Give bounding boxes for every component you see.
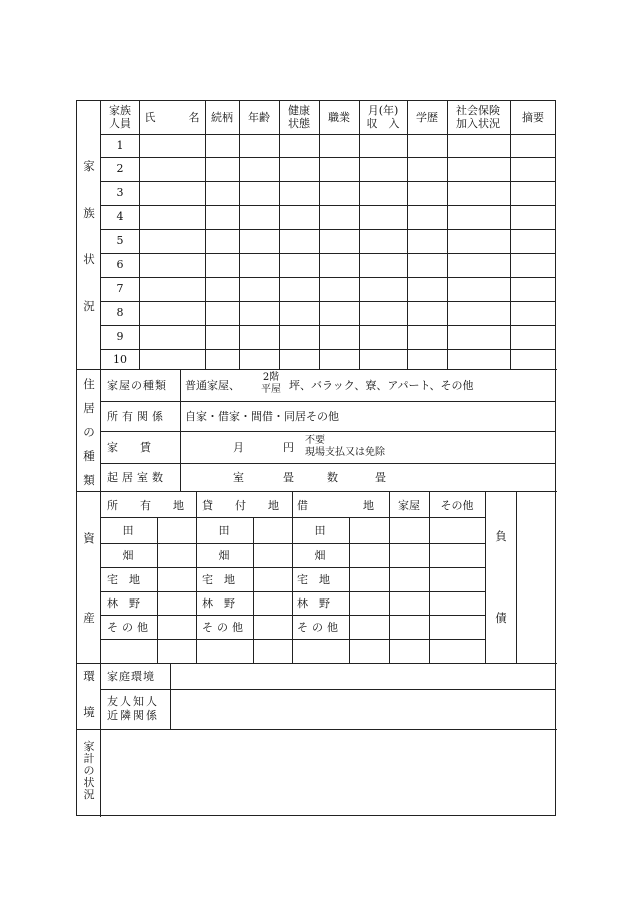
- header-relation: 続柄: [211, 111, 233, 124]
- rule: [389, 491, 390, 663]
- rooms-tatami-end: 畳: [375, 471, 386, 484]
- borrowed-residential: 宅 地: [297, 573, 330, 586]
- assets-section-label-1: 資: [83, 531, 95, 545]
- rooms-count: 数: [327, 471, 338, 484]
- rule: [100, 205, 556, 206]
- rule: [157, 517, 158, 663]
- rule: [510, 101, 511, 369]
- header-name: 氏 名: [144, 111, 200, 124]
- row-number: 4: [116, 210, 124, 223]
- housing-type-floor-2: 2階: [262, 372, 280, 383]
- rule: [100, 349, 556, 350]
- rule: [100, 253, 556, 254]
- assets-col-owned: 所 有 地: [107, 499, 184, 512]
- header-education: 学歴: [416, 111, 438, 124]
- rule: [100, 229, 556, 230]
- family-section-label-2: 族: [83, 206, 95, 220]
- ownership-label: 所有関係: [107, 410, 167, 423]
- owned-forest: 林 野: [107, 597, 140, 610]
- rule: [319, 101, 320, 369]
- rule: [429, 491, 430, 663]
- environment-section-label-1: 環: [83, 669, 95, 683]
- rule: [100, 134, 556, 135]
- owned-other: その他: [107, 621, 152, 634]
- borrowed-rice-field: 田: [314, 524, 326, 537]
- rule: [100, 277, 556, 278]
- rule: [180, 369, 181, 491]
- section-divider: [100, 101, 101, 817]
- borrowed-forest: 林 野: [297, 597, 330, 610]
- home-environment-label: 家庭環境: [107, 670, 155, 683]
- rule: [139, 101, 140, 369]
- family-section-label-4: 況: [83, 299, 95, 313]
- rule: [100, 157, 556, 158]
- assets-col-other: その他: [440, 499, 474, 512]
- rent-note-waived: 現場支払又は免除: [305, 447, 385, 458]
- rule: [205, 101, 206, 369]
- housing-section-label-5: 類: [83, 473, 95, 487]
- borrowed-dry-field: 畑: [314, 549, 326, 562]
- rule: [253, 517, 254, 663]
- rent-yen: 円: [283, 441, 294, 454]
- assets-col-house: 家屋: [398, 499, 420, 512]
- housing-section-label-2: 居: [83, 401, 95, 415]
- rule: [279, 101, 280, 369]
- row-number: 6: [116, 258, 124, 271]
- leased-dry-field: 畑: [218, 549, 230, 562]
- debt-label-2: 債: [495, 611, 507, 625]
- leased-rice-field: 田: [218, 524, 230, 537]
- leased-residential: 宅 地: [202, 573, 235, 586]
- owned-dry-field: 畑: [122, 549, 134, 562]
- housing-type-ordinary: 普通家屋、: [185, 379, 240, 392]
- header-job: 職業: [328, 111, 350, 124]
- header-members: 家族 人員: [109, 104, 131, 130]
- row-number: 7: [116, 282, 124, 295]
- owned-residential: 宅 地: [107, 573, 140, 586]
- row-number: 1: [116, 139, 124, 152]
- row-number: 2: [116, 162, 124, 175]
- leased-forest: 林 野: [202, 597, 235, 610]
- row-number: 8: [116, 306, 124, 319]
- environment-section-label-2: 境: [83, 705, 95, 719]
- header-remarks: 摘要: [522, 111, 544, 124]
- section-rule: [77, 663, 557, 664]
- rent-label: 家 賃: [107, 441, 151, 454]
- rule: [196, 491, 197, 663]
- assets-col-borrowed: 借 地: [297, 499, 374, 512]
- owned-rice-field: 田: [122, 524, 134, 537]
- assets-section-label-2: 産: [83, 611, 95, 625]
- housing-section-label-1: 住: [83, 377, 95, 391]
- rule: [100, 431, 556, 432]
- section-rule: [77, 369, 557, 370]
- rent-note-free: 不要: [305, 435, 325, 446]
- row-number: 10: [113, 353, 127, 366]
- family-section-label-1: 家: [83, 159, 95, 173]
- rooms-label: 起居室数: [107, 471, 167, 484]
- rule: [292, 491, 293, 663]
- housing-section-label-3: の: [83, 425, 95, 439]
- header-age: 年齢: [248, 111, 270, 124]
- rule: [100, 463, 556, 464]
- rule: [100, 401, 556, 402]
- rule: [516, 491, 517, 663]
- neighbors-label: 近隣関係: [107, 709, 159, 722]
- rule: [239, 101, 240, 369]
- rule: [359, 101, 360, 369]
- rule: [407, 101, 408, 369]
- leased-other: その他: [202, 621, 247, 634]
- row-number: 3: [116, 186, 124, 199]
- rule: [100, 325, 556, 326]
- rule: [447, 101, 448, 369]
- rule: [100, 301, 556, 302]
- household-section-label: 家 計 の 状 況: [83, 740, 95, 801]
- section-rule: [77, 729, 557, 730]
- header-income: 月(年) 収 入: [366, 104, 400, 130]
- friends-label: 友人知人: [107, 695, 159, 708]
- housing-type-floor-1: 平屋: [261, 384, 281, 395]
- header-health: 健康 状態: [288, 104, 310, 130]
- assets-col-leased: 貸 付 地: [202, 499, 279, 512]
- housing-type-label: 家屋の種類: [107, 379, 167, 392]
- rule: [485, 491, 486, 663]
- family-section-label-3: 状: [83, 252, 95, 266]
- rule: [170, 663, 171, 729]
- rooms-tatami: 畳: [283, 471, 294, 484]
- row-number: 5: [116, 234, 124, 247]
- rent-month: 月: [233, 441, 244, 454]
- rule: [100, 181, 556, 182]
- rooms-room: 室: [233, 471, 244, 484]
- family-record-form: [76, 100, 556, 816]
- row-number: 9: [116, 330, 124, 343]
- rule: [100, 689, 556, 690]
- header-insurance: 社会保険 加入状況: [456, 104, 500, 130]
- housing-section-label-4: 種: [83, 449, 95, 463]
- debt-label-1: 負: [495, 529, 507, 543]
- ownership-options: 自家・借家・間借・同居その他: [185, 410, 339, 423]
- housing-type-rest: 坪、バラック、寮、アパート、その他: [289, 379, 474, 392]
- borrowed-other: その他: [297, 621, 342, 634]
- rule: [349, 517, 350, 663]
